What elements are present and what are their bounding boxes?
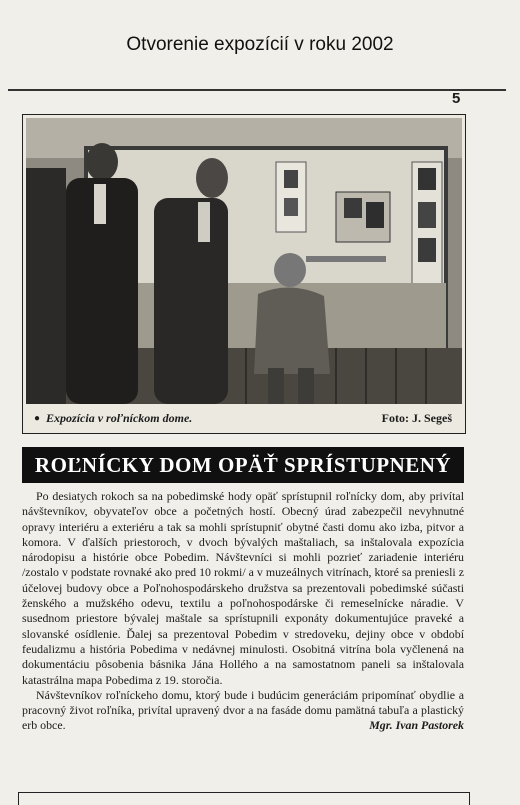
next-article-box (18, 792, 470, 805)
photo-caption-row (26, 406, 462, 430)
top-rule (8, 89, 506, 91)
page-number: 5 (452, 90, 461, 107)
photo-credit: Foto: J. Segeš (381, 410, 452, 425)
header-caption: Otvorenie expozícií v roku 2002 (126, 34, 394, 55)
article-headline: ROĽNÍCKY DOM OPÄŤ SPRÍSTUPNENÝ (22, 447, 464, 483)
article-paragraph-1: Po desiatych rokoch sa na pobedimské hody opäť sprístupnil roľnícky dom, aby privítal návštevníkov, obyvateľov obce a početných hostí. Obecný úrad zabezpečil nevyhnutné opravy interiéru a exteriéru a tak sa mohli sprístupniť obytné časti domu ako izba, pitvor a komora. V ďalších priestoroch, v dvoch bývalých maštaliach, sa inštalovala expozícia národopisu a histórie obce Pobedim. Návštevníci si mohli pozrieť zariadenie interiéru /zostalo v podstate rovnaké ako pred 10 rokmi/ a v muzeálnych vitrínach, ktoré sa preniesli z účelovej budovy obce a Poľnohospodárskeho družstva sa prezentovali pobedimské súčasti ženského a mužského odevu, textilu a poľnohospodárske či remeselnícke náradie. V susednom priestore bývalej maštale sa sprístupnili exponáty dokumentujúce praveké a slovanské osídlenie. Ďalej sa prezentoval Pobedim v stredoveku, dejiny obce v období feudalizmu a história Pobedima v nedávnej minulosti. Osobitná vitrína bola vyčlenená na dokumentáciu pôsobenia básnika Jána Hollého a na samostatnom paneli sa inštalovala katastrálna mapa Pobedima z 19. storočia. (22, 489, 464, 687)
photo-caption: Expozícia v roľníckom dome. (46, 410, 193, 425)
photo-frame (22, 114, 466, 434)
article-body (22, 489, 464, 734)
article-author: Mgr. Ivan Pastorek (369, 718, 464, 733)
exhibition-photo (26, 118, 462, 404)
article-paragraph-2-text: Návštevníkov roľníckeho domu, ktorý bude i budúcim generáciám pripomínať obydlie a pracovný život roľníka, privítal upravený dvor a na fasáde domu pamätná tabuľa a plastický erb obce. (22, 687, 464, 733)
bullet-icon: ● (34, 412, 41, 424)
exhibition-photo-illustration (26, 118, 462, 404)
article-paragraph-2 (22, 688, 464, 734)
